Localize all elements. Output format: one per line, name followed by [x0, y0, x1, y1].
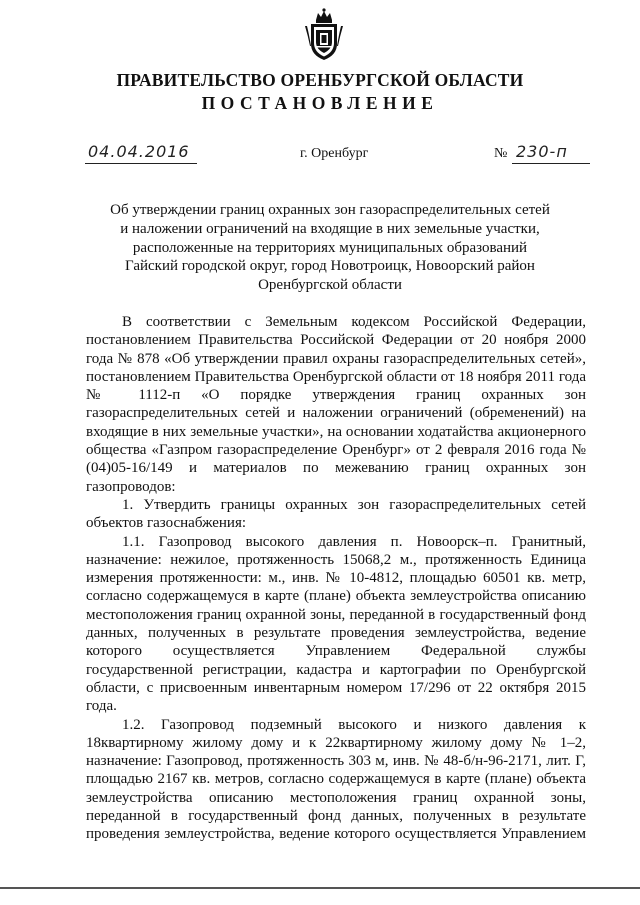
document-type: ПОСТАНОВЛЕНИЕ: [201, 93, 439, 113]
paragraph-preamble: В соответствии с Земельным кодексом Российской Федерации, постановлением Правительства Российской Федерации от 20 ноября 2000 года № 878 «Об утверждении правил охраны газораспределительных сетей», постановлением Правительства Оренбургской области от 18 ноября 2011 года № 1112-п «О порядке утверждения границ охранных зон газораспределительных сетей и наложении ограничений (обременений) на входящие в них земельные участки», на основании ходатайства акционерного общества «Газпром газораспределение Оренбург» от 2 февраля 2016 года № (04)05-16/149 и материалов по межеванию границ охранных зон газопроводов:: [86, 314, 586, 495]
paragraph-item-1-1: 1.1. Газопровод высокого давления п. Новоорск–п. Гранитный, назначение: нежилое, протяженность 15068,2 м., протяженность Единица измерения протяженности: м., инв. № 10-4812, площадью 60501 кв. метр, согласно содержащемуся в карте (плане) объекта землеустройства описанию местоположения границ охранной зоны, переданной в государственный фонд данных, полученных в результате проведения землеустройства, ведение которого осуществляется Управлением Федеральной службы государственной регистрации, кадастра и картографии по Оренбургской области, с присвоенным инвентарным номером 17/296 от 22 октября 2015 года.: [86, 533, 586, 715]
paragraph-item-1-2: 1.2. Газопровод подземный высокого и низкого давления к 18квартирному жилому дому и к 22квартирному жилому дому № 1–2, назначение: Газопровод, протяженность 303 м, инв. № 48-б/н-96-2171, лит. Г, площадью 2167 кв. метров, согласно содержащемуся в карте (плане) объекта землеустройства описанию местоположения границ охранной зоны, переданной в государственный фонд данных, полученных в результате проведения землеустройства, ведение которого осуществляется Управлением: [86, 716, 586, 843]
subject-line: Оренбургской области: [258, 277, 402, 294]
number-underline: [512, 163, 590, 164]
document-body: [86, 313, 586, 844]
page-bottom-edge: [0, 887, 640, 889]
number-label: №: [494, 146, 508, 161]
subject-line: Об утверждении границ охранных зон газораспределительных сетей: [110, 202, 550, 218]
subject-line: Гайский городской округ, город Новотроицк, Новоорский район: [125, 258, 535, 275]
subject-line: и наложении ограничений на входящие в них земельные участки,: [120, 220, 540, 237]
document-number: 230-п: [516, 142, 568, 161]
document-subject: [100, 201, 560, 295]
document-date: 04.04.2016: [88, 142, 190, 161]
subject-line: расположенные на территориях муниципальных образований: [132, 239, 528, 256]
coat-of-arms-icon: [304, 8, 344, 62]
paragraph-item-1: 1. Утвердить границы охранных зон газораспределительных сетей объектов газоснабжения:: [86, 496, 586, 532]
document-city: г. Оренбург: [300, 146, 369, 161]
organization-title: ПРАВИТЕЛЬСТВО ОРЕНБУРГСКОЙ ОБЛАСТИ: [116, 70, 524, 90]
meta-row: [0, 142, 640, 170]
date-underline: [85, 163, 197, 164]
